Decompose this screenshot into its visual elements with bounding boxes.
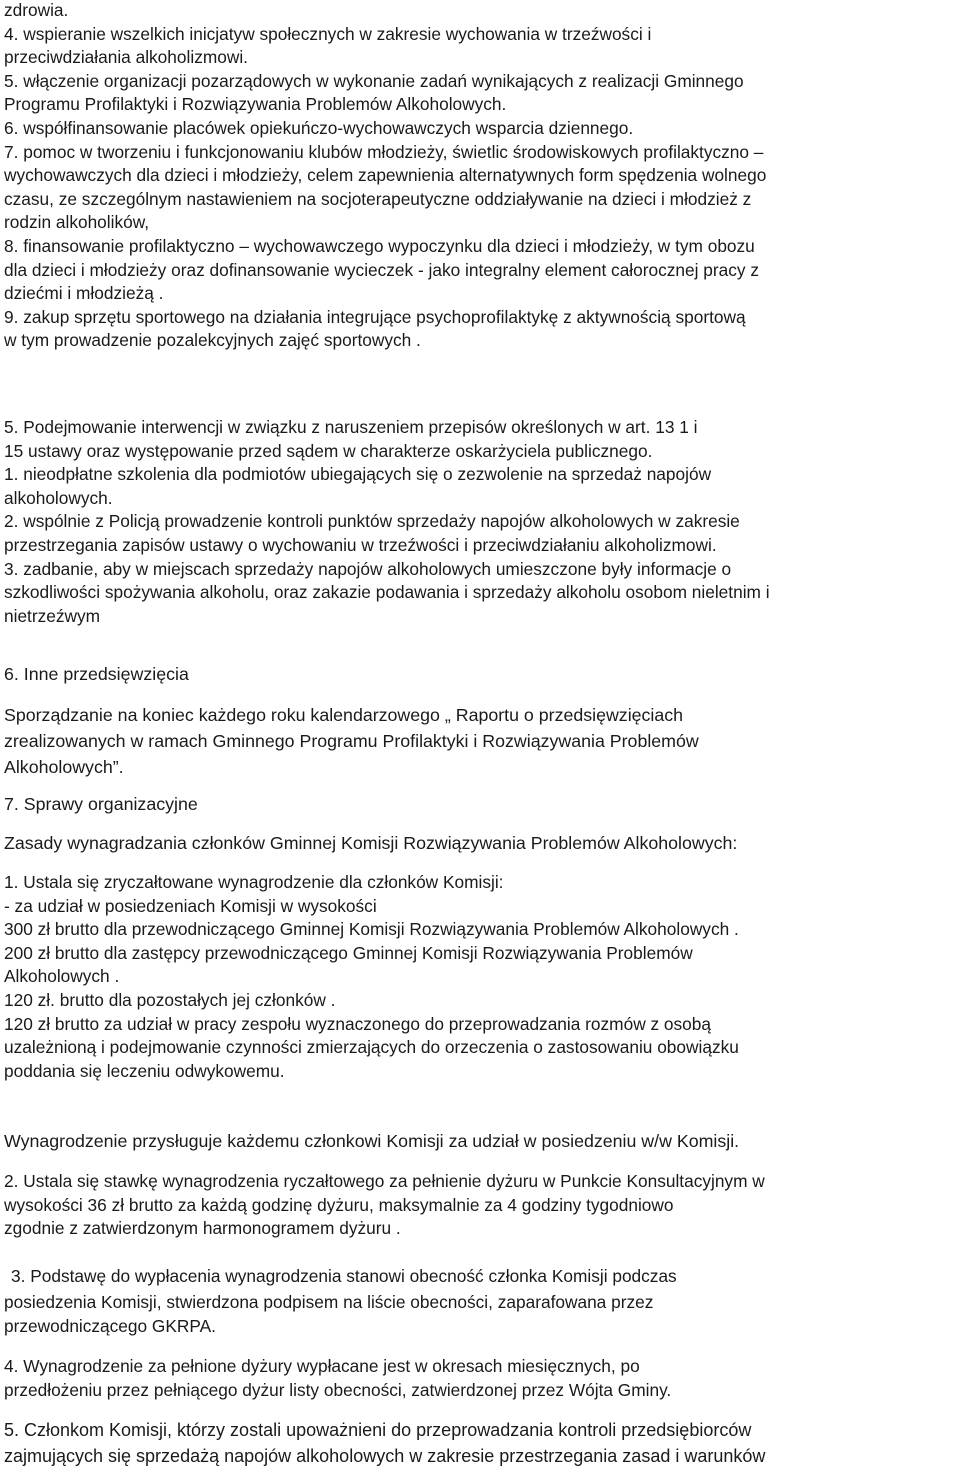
text-line: dziećmi i młodzieżą .	[4, 283, 164, 304]
paragraph-point-4	[4, 1355, 671, 1402]
text-line: 5. Podejmowanie interwencji w związku z naruszeniem przepisów określonych w art. 13 1 i	[4, 417, 698, 437]
paragraph-remuneration-rules	[4, 831, 737, 857]
text-line: dla dzieci i młodzieży oraz dofinansowanie wycieczek - jako integralny element całorocznej pracy z	[4, 259, 759, 280]
text-line: alkoholowych.	[4, 487, 113, 508]
paragraph-report	[4, 703, 699, 780]
text-line: zrealizowanych w ramach Gminnego Programu Profilaktyki i Rozwiązywania Problemów	[4, 730, 699, 751]
text-line: 6. współfinansowanie placówek opiekuńczo-wychowawczych wsparcia dziennego.	[4, 117, 634, 138]
text-line: 7. Sprawy organizacyjne	[4, 794, 198, 814]
text-line: 300 zł brutto dla przewodniczącego Gminnej Komisji Rozwiązywania Problemów Alkoholowych .	[4, 919, 739, 940]
paragraph-flat-rate	[4, 871, 739, 1083]
text-line: wychowawczych dla dzieci i młodzieży, celem zapewnienia alternatywnych form spędzenia wolnego	[4, 165, 767, 186]
text-line: czasu, ze szczególnym nastawieniem na socjoterapeutyczne oddziaływanie na dzieci i młodzież z	[4, 188, 752, 209]
text-line: zajmujących się sprzedażą napojów alkoholowych w zakresie przestrzegania zasad i warunków	[4, 1446, 766, 1466]
text-line: Zasady wynagradzania członków Gminnej Komisji Rozwiązywania Problemów Alkoholowych:	[4, 833, 738, 853]
paragraph-point-5	[4, 1417, 765, 1469]
text-line: Wynagrodzenie przysługuje każdemu członkowi Komisji za udział w posiedzeniu w/w Komisji.	[4, 1131, 740, 1151]
text-line: 9. zakup sprzętu sportowego na działania integrujące psychoprofilaktykę z aktywnością sportową	[4, 306, 746, 327]
paragraph-tasks-4-9	[4, 0, 766, 353]
paragraph-point-2	[4, 1170, 765, 1241]
text-line: 7. pomoc w tworzeniu i funkcjonowaniu klubów młodzieży, świetlic środowiskowych profilaktyczno –	[4, 141, 764, 162]
paragraph-entitlement	[4, 1129, 739, 1155]
text-line: 3. zadbanie, aby w miejscach sprzedaży napojów alkoholowych umieszczone były informacje o	[4, 558, 732, 579]
text-line: przedłożeniu przez pełniącego dyżur listy obecności, zatwierdzonej przez Wójta Gminy.	[4, 1379, 672, 1400]
paragraph-point-3-cont	[4, 1291, 653, 1338]
text-line: Sporządzanie na koniec każdego roku kalendarzowego „ Raportu o przedsięwzięciach	[4, 705, 684, 725]
text-line: uzależnioną i podejmowanie czynności zmierzających do orzeczenia o zastosowaniu obowiązku	[4, 1037, 739, 1058]
text-line: 5. włączenie organizacji pozarządowych w wykonanie zadań wynikających z realizacji Gminnego	[4, 70, 744, 91]
text-line: posiedzenia Komisji, stwierdzona podpisem na liście obecności, zaparafowana przez	[4, 1292, 654, 1312]
text-line: 8. finansowanie profilaktyczno – wychowawczego wypoczynku dla dzieci i młodzieży, w tym obozu	[4, 235, 755, 256]
text-line: 6. Inne przedsięwzięcia	[4, 664, 189, 684]
text-line: 4. Wynagrodzenie za pełnione dyżury wypłacane jest w okresach miesięcznych, po	[4, 1356, 640, 1376]
text-line: Alkoholowych .	[4, 966, 120, 987]
text-line: przestrzegania zapisów ustawy o wychowaniu w trzeźwości i przeciwdziałaniu alkoholizmowi.	[4, 534, 717, 555]
text-line: Programu Profilaktyki i Rozwiązywania Problemów Alkoholowych.	[4, 94, 507, 115]
paragraph-point-3	[11, 1265, 677, 1289]
section-heading-other	[4, 662, 189, 688]
text-line: wysokości 36 zł brutto za każdą godzinę dyżuru, maksymalnie za 4 godziny tygodniowo	[4, 1194, 674, 1215]
text-line: przewodniczącego GKRPA.	[4, 1315, 216, 1336]
paragraph-interventions	[4, 416, 770, 628]
text-line: nietrzeźwym	[4, 605, 101, 626]
text-line: 120 zł. brutto dla pozostałych jej członków .	[4, 989, 336, 1010]
text-line: 5. Członkom Komisji, którzy zostali upoważnieni do przeprowadzania kontroli przedsiębiorców	[4, 1420, 752, 1440]
text-line: 200 zł brutto dla zastępcy przewodniczącego Gminnej Komisji Rozwiązywania Problemów	[4, 942, 693, 963]
section-heading-organizational	[4, 792, 198, 818]
text-line: 2. Ustala się stawkę wynagrodzenia ryczałtowego za pełnienie dyżuru w Punkcie Konsultacyjnym w	[4, 1171, 765, 1191]
text-line: 120 zł brutto za udział w pracy zespołu wyznaczonego do przeprowadzania rozmów z osobą	[4, 1013, 711, 1034]
text-line: 2. wspólnie z Policją prowadzenie kontroli punktów sprzedaży napojów alkoholowych w zakresie	[4, 511, 740, 532]
text-line: zdrowia.	[4, 0, 69, 20]
text-line: Alkoholowych”.	[4, 756, 124, 777]
text-line: poddania się leczeniu odwykowemu.	[4, 1060, 285, 1081]
text-line: w tym prowadzenie pozalekcyjnych zajęć sportowych .	[4, 330, 421, 351]
text-line: 1. Ustala się zryczałtowane wynagrodzenie dla członków Komisji:	[4, 872, 504, 892]
text-line: szkodliwości spożywania alkoholu, oraz zakazie podawania i sprzedaży alkoholu osobom nieletnim i	[4, 582, 770, 603]
text-line: zgodnie z zatwierdzonym harmonogramem dyżuru .	[4, 1218, 401, 1239]
text-line: 1. nieodpłatne szkolenia dla podmiotów ubiegających się o zezwolenie na sprzedaż napojów	[4, 464, 712, 485]
text-line: rodzin alkoholików,	[4, 212, 150, 233]
text-line: 15 ustawy oraz występowanie przed sądem w charakterze oskarżyciela publicznego.	[4, 440, 653, 461]
text-line: - za udział w posiedzeniach Komisji w wysokości	[4, 895, 377, 916]
text-line: 4. wspieranie wszelkich inicjatyw społecznych w zakresie wychowania w trzeźwości i	[4, 23, 652, 44]
text-line: przeciwdziałania alkoholizmowi.	[4, 47, 248, 68]
text-line: 3. Podstawę do wypłacenia wynagrodzenia stanowi obecność członka Komisji podczas	[11, 1266, 677, 1286]
